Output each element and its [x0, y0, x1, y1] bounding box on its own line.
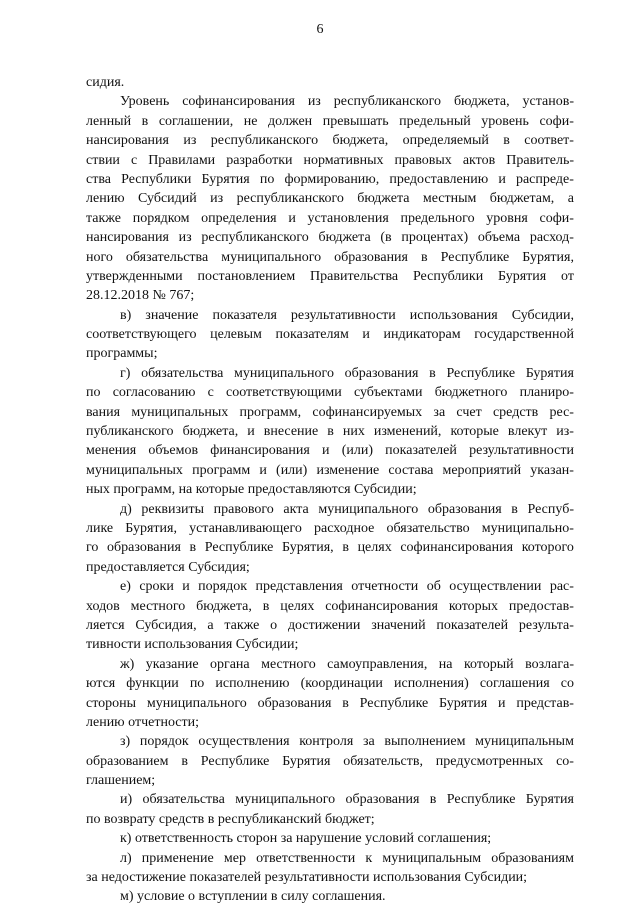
text-line: го образования в Республике Бурятия, в целях софинансирования которого [86, 540, 574, 556]
page-number: 6 [316, 22, 324, 37]
text-line: е) сроки и порядок представления отчетности об осуществлении рас- [120, 579, 574, 595]
text-line: стороны муниципального образования в Республике Бурятия и представ- [86, 695, 574, 711]
text-line: г) обязательства муниципального образования в Республике Бурятия [120, 365, 574, 381]
text-line: м) условие о вступлении в силу соглашения. [120, 889, 386, 905]
text-line: предоставляется Субсидия; [86, 559, 250, 575]
text-line: и) обязательства муниципального образования в Республике Бурятия [120, 792, 574, 808]
text-line: ных программ, на которые предоставляются Субсидии; [86, 482, 417, 498]
text-line: к) ответственность сторон за нарушение условий соглашения; [120, 831, 492, 847]
text-line: ж) указание органа местного самоуправления, на который возлага- [120, 656, 574, 672]
text-line: ляется Субсидия, а также о достижении значений показателей результа- [86, 617, 574, 633]
text-line: публиканского бюджета, и внесение в них изменений, которые влекут из- [86, 424, 574, 440]
text-line: образованием в Республике Бурятия обязательств, предусмотренных со- [86, 753, 574, 769]
text-line: по возврату средств в республиканский бюджет; [86, 811, 375, 827]
text-line: в) значение показателя результативности использования Субсидии, [120, 307, 574, 323]
text-line: з) порядок осуществления контроля за выполнением муниципальным [120, 734, 574, 750]
document-body [86, 73, 574, 907]
text-line: ствии с Правилами разработки нормативных правовых актов Правитель- [86, 152, 574, 168]
text-line: менения объемов финансирования и (или) показателей результативности [86, 443, 574, 459]
text-line: нансирования из республиканского бюджета (в процентах) объема расход- [86, 230, 574, 246]
text-line: ются функции по исполнению (координации исполнения) соглашения со [86, 676, 574, 692]
text-line: 28.12.2018 № 767; [86, 288, 195, 304]
text-line: сидия. [86, 75, 125, 90]
text-line: ства Республики Бурятия по формированию, предоставлению и распреде- [86, 171, 574, 187]
text-line: также порядком определения и установления предельного уровня софи- [86, 210, 574, 226]
text-line: утвержденными постановлением Правительства Республики Бурятия от [86, 268, 574, 284]
text-line: за недостижение показателей результативности использования Субсидии; [86, 870, 528, 886]
text-line: лике Бурятия, устанавливающего расходное обязательство муниципально- [86, 520, 574, 536]
text-line: глашением; [86, 773, 156, 789]
text-line: ного обязательства муниципального образования в Республике Бурятия, [86, 249, 574, 265]
text-line: ленный в соглашении, не должен превышать предельный уровень софи- [86, 113, 574, 129]
text-line: соответствующего целевым показателям и индикаторам государственной [86, 327, 574, 343]
text-line: Уровень софинансирования из республиканского бюджета, установ- [120, 94, 574, 110]
text-line: муниципальных программ и (или) изменение состава мероприятий указан- [86, 462, 574, 478]
text-line: лению отчетности; [86, 714, 200, 730]
text-line: л) применение мер ответственности к муниципальным образованиям [120, 850, 574, 866]
text-line: д) реквизиты правового акта муниципального образования в Респуб- [120, 501, 574, 517]
text-line: лению Субсидий из республиканского бюджета местным бюджетам, а [86, 191, 574, 207]
text-line: по согласованию с соответствующими субъектами бюджетного планиро- [86, 385, 574, 401]
text-line: программы; [86, 346, 158, 362]
text-line: ходов местного бюджета, в целях софинансирования которых предостав- [86, 598, 574, 614]
text-line: нансирования из республиканского бюджета, определяемый в соответ- [86, 133, 574, 149]
text-line: вания муниципальных программ, софинансируемых за счет средств рес- [86, 404, 574, 420]
text-line: тивности использования Субсидии; [86, 637, 299, 653]
